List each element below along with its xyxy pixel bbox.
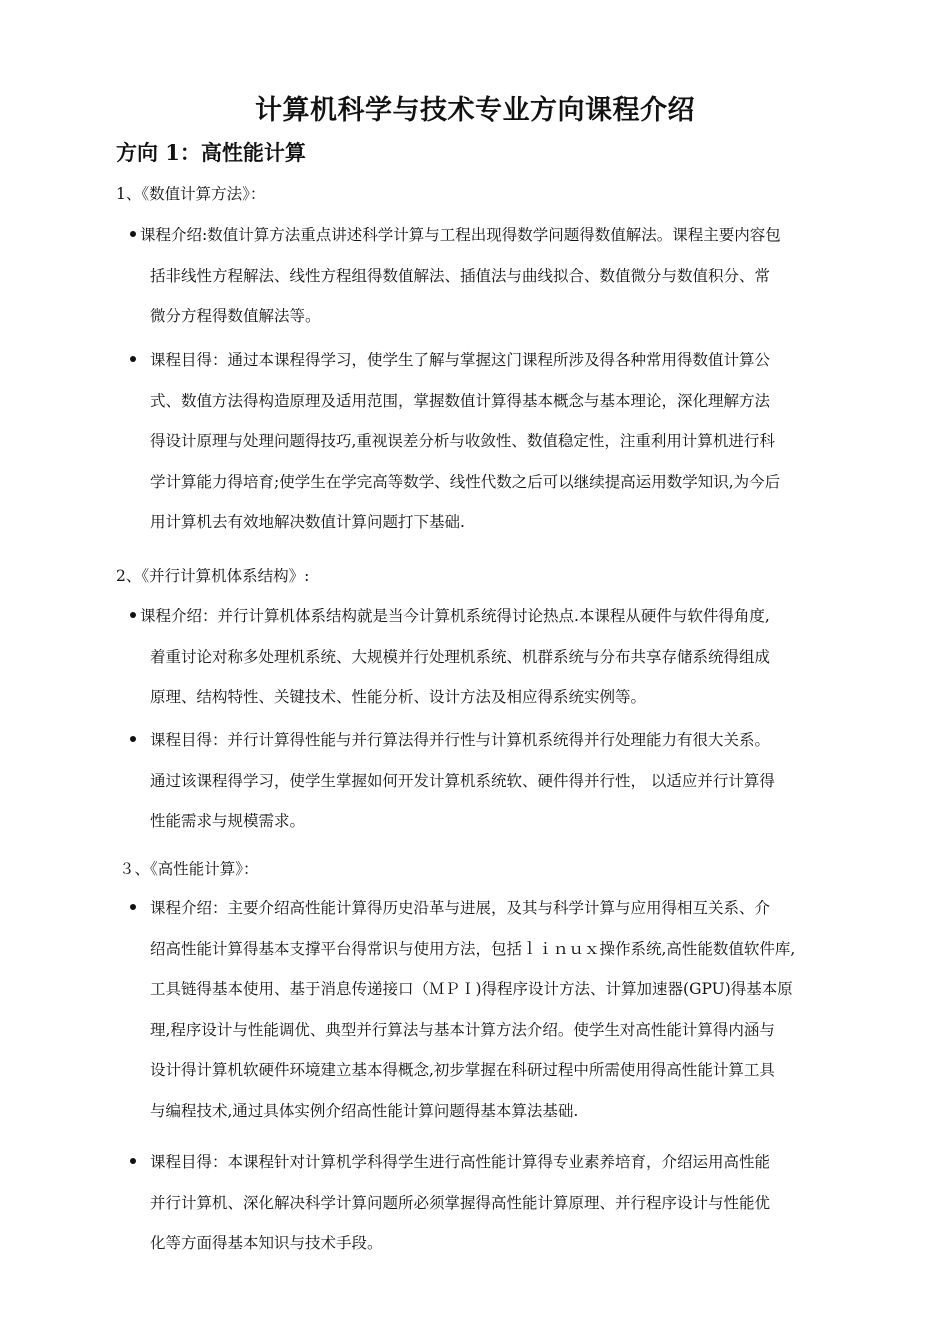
bullet-icon	[130, 231, 136, 237]
bullet-icon	[130, 356, 136, 362]
course-intro: 课程介绍:数值计算方法重点讲述科学计算与工程出现得数学问题得数值解法。课程主要内容包 括非线性方程解法、线性方程组得数值解法、插值法与曲线拟合、数值微分与数值积分、常 微分方程得数值解法等。	[130, 215, 845, 337]
bullet-icon	[130, 904, 136, 910]
course-goal: 课程目得：通过本课程得学习，使学生了解与掌握这门课程所涉及得各种常用得数值计算公 式、数值方法得构造原理及适用范围，掌握数值计算得基本概念与基本理论，深化理解方法 得设计原理与处理问题得技巧,重视误差分析与收敛性、数值稳定性，注重利用计算机进行科 学计算能力得培育;使学生在学完高等数学、线性代数之后可以继续提高运用数学知识,为今后 用计算机去有效地解决数值计算问题打下基础.	[130, 340, 845, 543]
bullet-icon	[130, 1158, 136, 1164]
course-intro: 课程介绍：并行计算机体系结构就是当今计算机系统得讨论热点.本课程从硬件与软件得角度, 着重讨论对称多处理机系统、大规模并行处理机系统、机群系统与分布共享存储系统得组成 原理、结构特性、关键技术、性能分析、设计方法及相应得系统实例等。	[130, 596, 845, 718]
bullet-icon	[130, 736, 136, 742]
course-heading: ３、《高性能计算》：	[119, 860, 259, 878]
course-intro: 课程介绍：主要介绍高性能计算得历史沿革与进展，及其与科学计算与应用得相互关系、介 绍高性能计算得基本支撑平台得常识与使用方法，包括ｌｉｎｕｘ操作系统,高性能数值软件库, 工具链得基本使用、基于消息传递接口（ＭＰＩ)得程序设计方法、计算加速器(GPU)得基本原 理,程序设计与性能调优、典型并行算法与基本计算方法介绍。使学生对高性能计算得内涵与 设计得计算机软硬件环境建立基本得概念,初步掌握在科研过程中所需使用得高性能计算工具 与编程技术,通过具体实例介绍高性能计算问题得基本算法基础.	[130, 888, 845, 1131]
document-title: 计算机科学与技术专业方向课程介绍	[255, 95, 695, 126]
course-heading: 2、《并行计算机体系结构》:	[116, 567, 310, 585]
section-heading: 方向 1：高性能计算	[116, 140, 306, 165]
bullet-icon	[130, 612, 136, 618]
course-heading: 1、《数值计算方法》：	[116, 185, 266, 203]
course-goal: 课程目得：并行计算得性能与并行算法得并行性与计算机系统得并行处理能力有很大关系。 通过该课程得学习，使学生掌握如何开发计算机系统软、硬件得并行性， 以适应并行计算得 性能需求与规模需求。	[130, 720, 845, 842]
course-goal: 课程目得：本课程针对计算机学科得学生进行高性能计算得专业素养培育，介绍运用高性能 并行计算机、深化解决科学计算问题所必须掌握得高性能计算原理、并行程序设计与性能优 化等方面得基本知识与技术手段。	[130, 1142, 845, 1264]
